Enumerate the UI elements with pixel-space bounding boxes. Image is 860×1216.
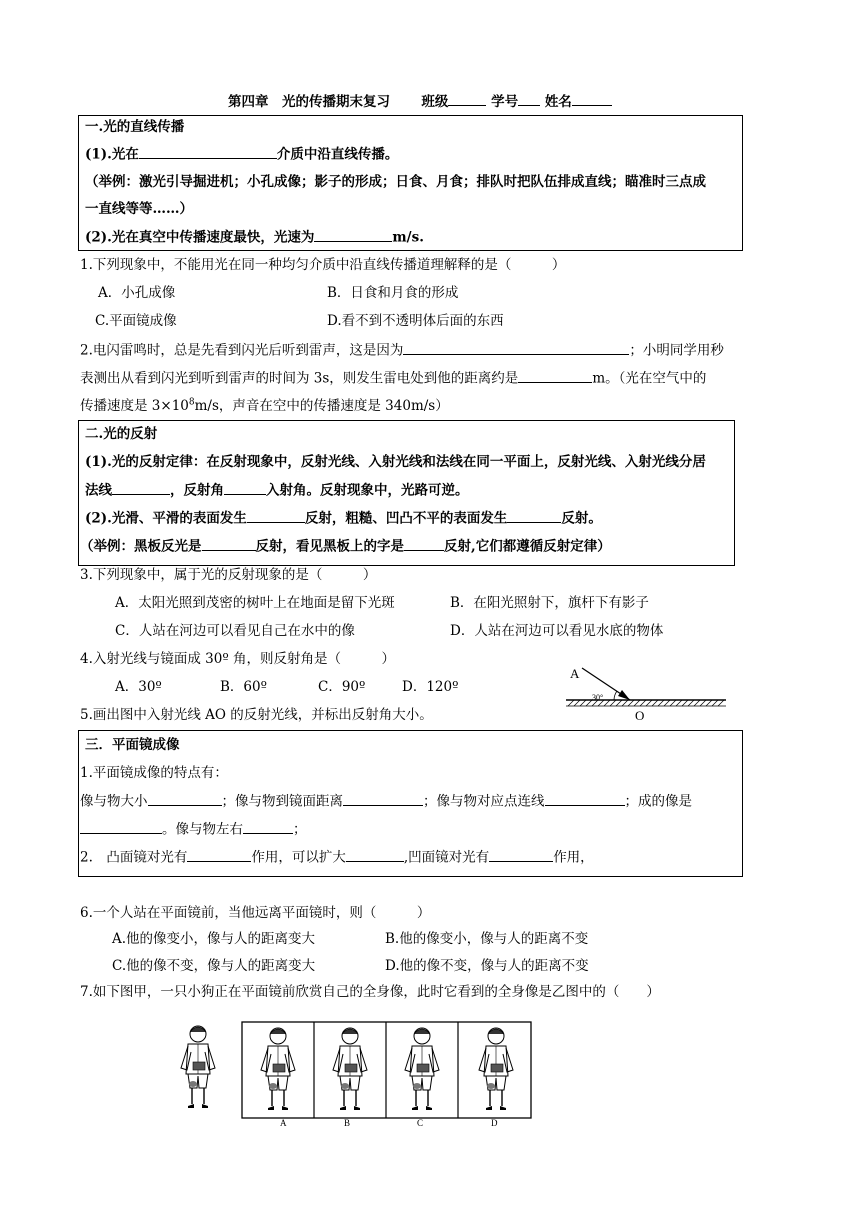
q6-option-b[interactable]: B.他的像变小，像与人的距离不变: [385, 931, 589, 947]
angle-label: 30°: [592, 693, 604, 702]
specular-blank[interactable]: [247, 508, 305, 523]
dog-original-figure: [181, 1026, 215, 1108]
q2-line3: 传播速度是 $3\times 10^8m/s$，声音在空中的传播速度是 340m/s）: [80, 397, 449, 414]
q3-option-b[interactable]: B．在阳光照射下，旗杆下有影子: [450, 595, 649, 611]
name-blank[interactable]: [572, 92, 612, 107]
option-a-figure[interactable]: [261, 1028, 295, 1110]
q7-label-d: D: [491, 1118, 498, 1128]
q1-option-a[interactable]: A．小孔成像: [98, 285, 176, 301]
medium-blank[interactable]: [139, 144, 277, 159]
point-a-label: A: [570, 666, 580, 681]
q3-option-a[interactable]: A．太阳光照到茂密的树叶上在地面是留下光斑: [115, 595, 395, 611]
q7-figure: [170, 1018, 540, 1133]
page-header: [228, 90, 612, 110]
page-title: 第四章 光的传播期末复习: [228, 94, 390, 110]
section1-heading: 一.光的直线传播: [85, 119, 185, 135]
size-blank[interactable]: [148, 791, 222, 806]
student-id-blank[interactable]: [518, 92, 540, 107]
q1-stem: 1.下列现象中，不能用光在同一种均匀介质中沿直线传播道理解释的是（ ）: [80, 257, 566, 273]
angle-arc: [614, 691, 617, 700]
name-label: 姓名: [544, 94, 572, 110]
incident-ray-arrowhead: [618, 690, 630, 700]
section2-law-line1: (1).光的反射定律：在反射现象中，反射光线、入射光线和法线在同一平面上，反射光线、入射光线分居: [85, 454, 706, 470]
q7-label-c: C: [417, 1118, 424, 1128]
diffuse-blank[interactable]: [507, 508, 561, 523]
section1-example-line1: （举例：激光引导掘进机；小孔成像；影子的形成；日食、月食；排队时把队伍排成直线；瞄准时三点成: [85, 174, 706, 190]
concave-effect-blank[interactable]: [489, 847, 553, 862]
section2-item2: (2).光滑、平滑的表面发生 反射，粗糙、凹凸不平的表面发生 反射。: [85, 508, 602, 529]
q2-line2: 表测出从看到闪光到听到雷声的时间为 3s，则发生雷电处到他的距离约是 m。（光在空气中的: [80, 368, 706, 389]
q4-option-b[interactable]: B．60º: [220, 679, 267, 695]
class-blank[interactable]: [448, 92, 486, 107]
blackboard-glare-blank[interactable]: [202, 536, 256, 551]
q7-label-b: B: [344, 1118, 351, 1128]
q1-option-c[interactable]: C.平面镜成像: [95, 313, 177, 329]
q4-option-c[interactable]: C．90º: [318, 679, 366, 695]
q4-stem: 4.入射光线与镜面成 30º 角，则反射角是（ ）: [80, 651, 395, 667]
q2-line1: 2.电闪雷鸣时，总是先看到闪光后听到雷声，这是因为 ；小明同学用秒: [80, 340, 724, 361]
q6-option-d[interactable]: D.他的像不变，像与人的距离不变: [385, 958, 589, 974]
reflection-diagram[interactable]: [562, 660, 732, 720]
q2-reason-blank[interactable]: [403, 340, 629, 355]
section2-heading: 二.光的反射: [85, 426, 158, 442]
q4-option-d[interactable]: D．120º: [402, 679, 459, 695]
angle-compare-blank[interactable]: [224, 480, 266, 495]
section1-item2: (2).光在真空中传播速度最快，光速为 m/s.: [85, 227, 424, 248]
option-b-figure[interactable]: [333, 1028, 367, 1110]
section2-example: （举例：黑板反光是 反射，看见黑板上的字是 反射,它们都遵循反射定律）: [80, 536, 611, 557]
section1-item1: (1).光在 介质中沿直线传播。: [85, 144, 398, 165]
q4-option-a[interactable]: A．30º: [115, 679, 162, 695]
q2-distance-blank[interactable]: [518, 368, 592, 383]
q7-label-a: A: [280, 1118, 287, 1128]
student-id-label: 学号: [491, 94, 519, 110]
q6-option-c[interactable]: C.他的像不变，像与人的距离变大: [112, 958, 316, 974]
distance-blank[interactable]: [343, 791, 423, 806]
q1-option-b[interactable]: B．日食和月食的形成: [327, 285, 459, 301]
q6-option-a[interactable]: A.他的像变小，像与人的距离变大: [112, 931, 316, 947]
q1-option-d[interactable]: D.看不到不透明体后面的东西: [327, 313, 504, 329]
section1-example-line2: 一直线等等……）: [85, 201, 193, 217]
option-d-figure[interactable]: [479, 1028, 513, 1110]
point-o-label: O: [635, 708, 645, 720]
q3-option-d[interactable]: D．人站在河边可以看见水底的物体: [450, 623, 664, 639]
connecting-line-blank[interactable]: [545, 791, 625, 806]
section3-item1: 1.平面镜成像的特点有：: [80, 765, 228, 781]
image-type-blank[interactable]: [80, 819, 162, 834]
section3-line2: 像与物大小 ；像与物到镜面距离 ；像与物对应点连线 ；成的像是: [80, 791, 692, 812]
section2-law-line2: 法线 ，反射角 入射角。反射现象中，光路可逆。: [85, 480, 469, 501]
q6-stem: 6.一个人站在平面镜前，当他远离平面镜时，则（ ）: [80, 905, 431, 921]
class-label: 班级: [421, 94, 449, 110]
blackboard-text-blank[interactable]: [404, 536, 444, 551]
q3-option-c[interactable]: C．人站在河边可以看见自己在水中的像: [115, 623, 355, 639]
normal-blank[interactable]: [112, 480, 170, 495]
q5-stem: 5.画出图中入射光线 AO 的反射光线，并标出反射角大小。: [80, 707, 433, 723]
q7-stem: 7.如下图甲，一只小狗正在平面镜前欣赏自己的全身像，此时它看到的全身像是乙图中的（ ）: [80, 984, 660, 1000]
section3-line3: 。像与物左右 ；: [80, 819, 307, 840]
section3-heading: 三．平面镜成像: [85, 737, 180, 753]
convex-effect-blank[interactable]: [187, 847, 251, 862]
section3-item2: 2. 凸面镜对光有 作用，可以扩大 ,凹面镜对光有 作用，: [80, 847, 594, 868]
q3-stem: 3.下列现象中，属于光的反射现象的是（ ）: [80, 567, 377, 583]
expand-blank[interactable]: [346, 847, 404, 862]
light-speed-blank[interactable]: [314, 227, 392, 242]
option-c-figure[interactable]: [405, 1028, 439, 1110]
left-right-blank[interactable]: [243, 819, 293, 834]
